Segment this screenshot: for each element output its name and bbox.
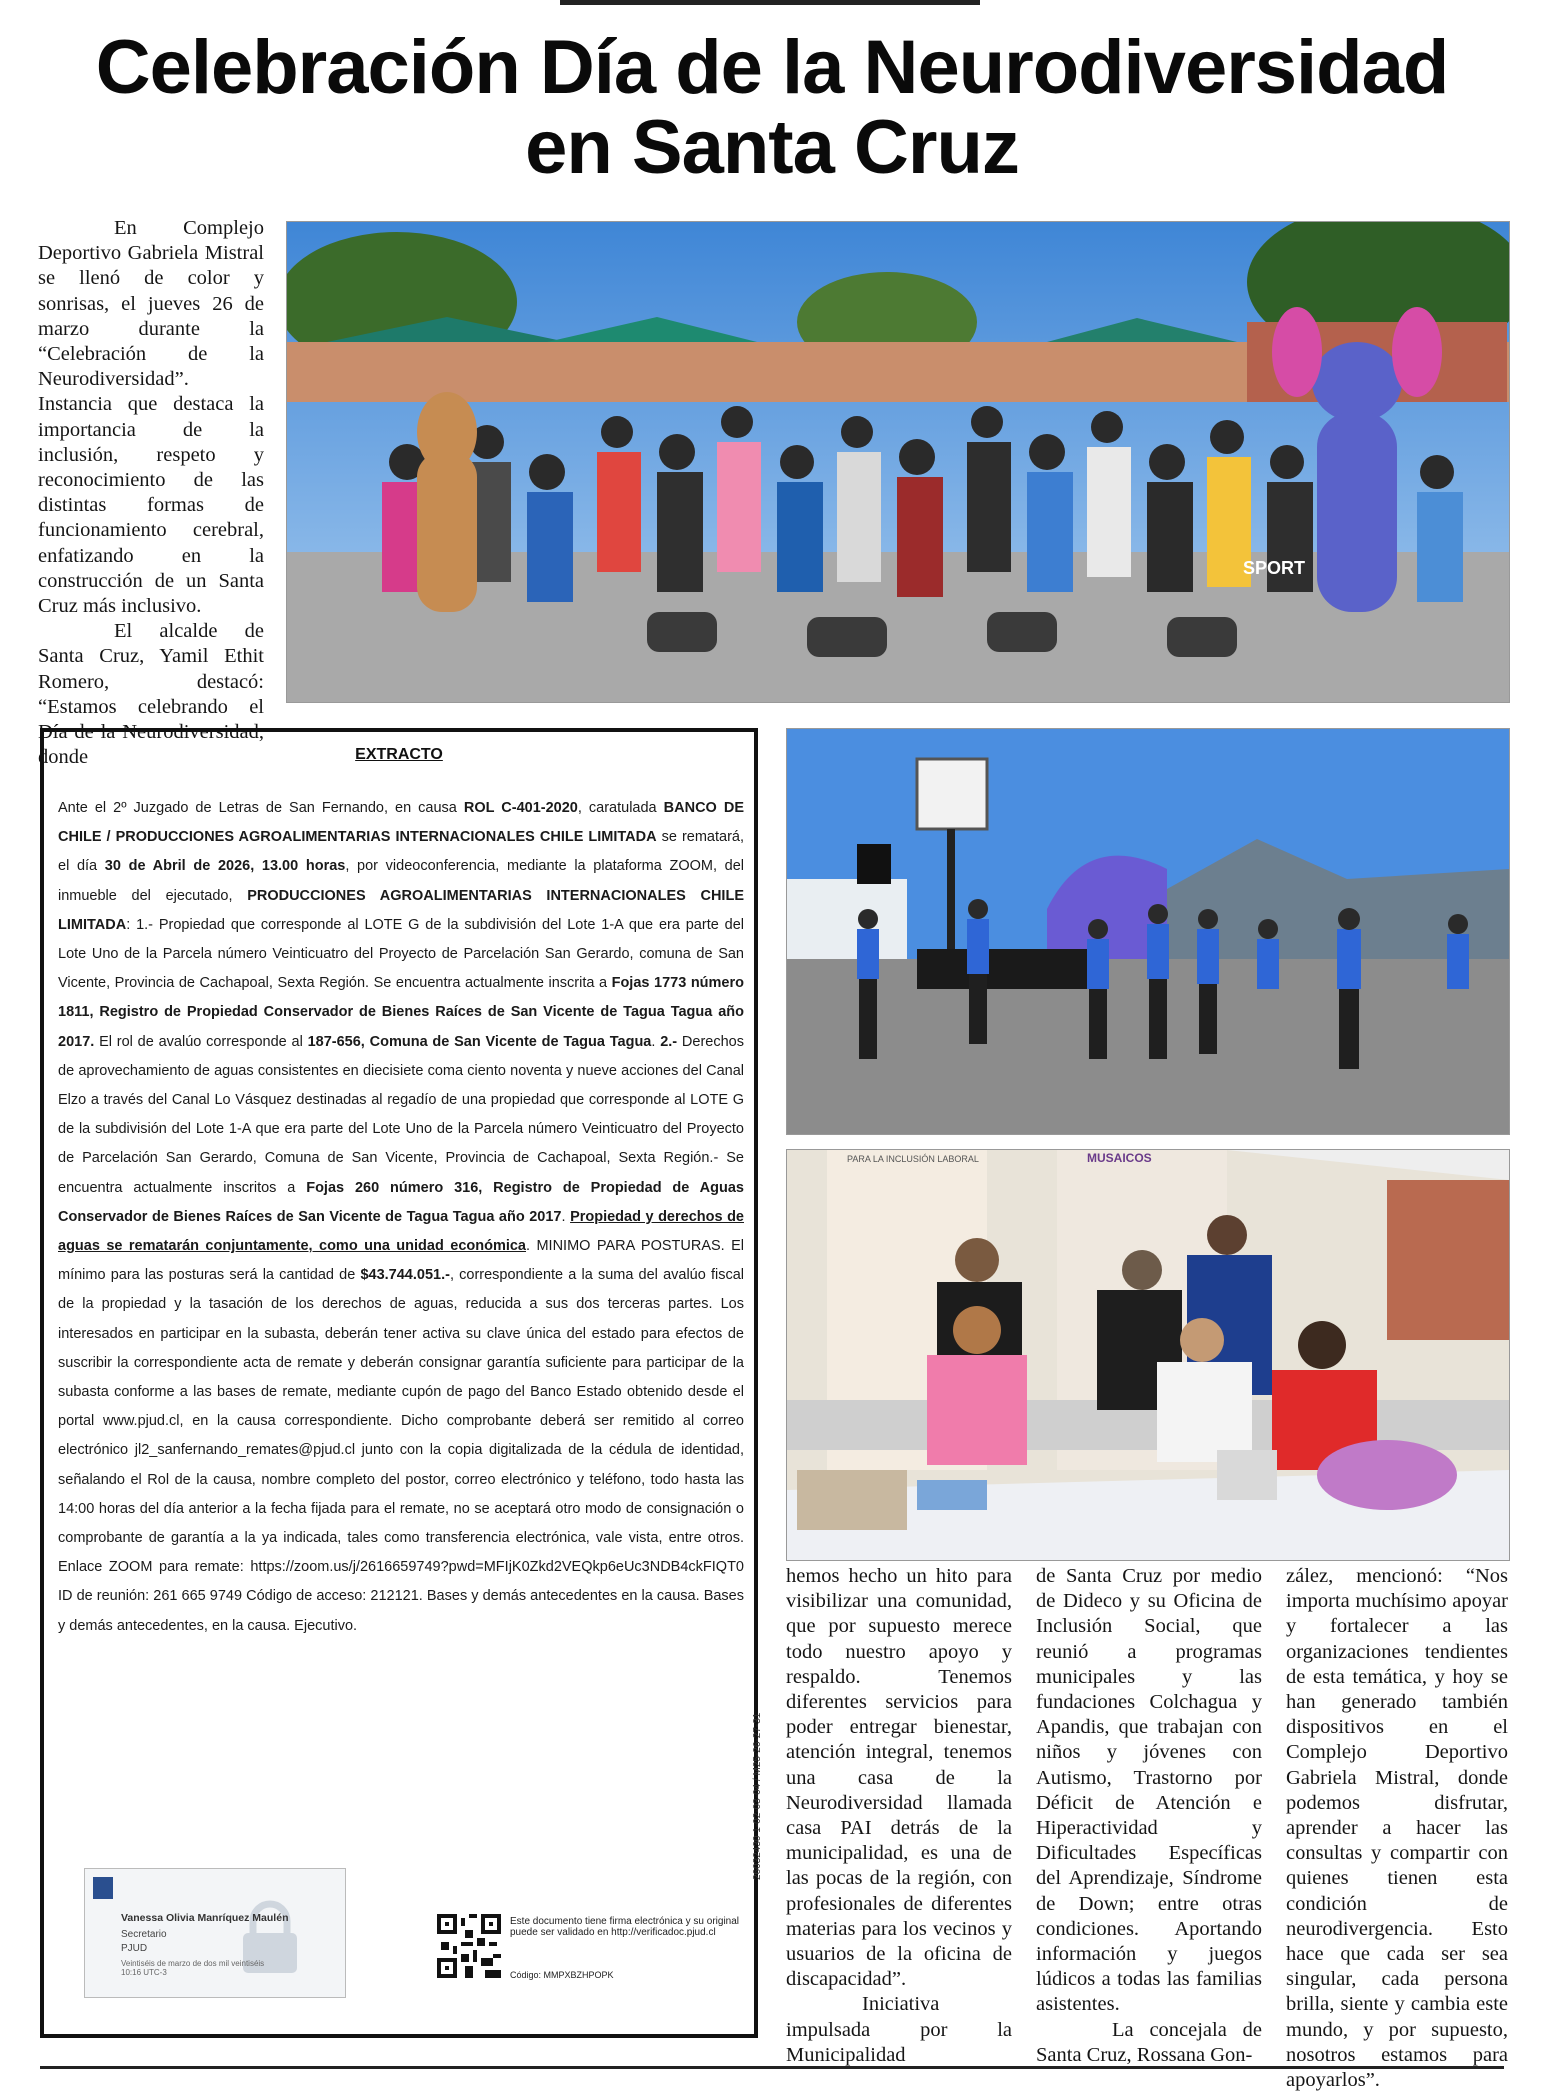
group-celebration-photo — [286, 221, 1510, 703]
notice-rol: 187-656, Comuna de San Vicente de Tagua Tagua — [307, 1033, 652, 1050]
intro-column — [38, 216, 264, 770]
notice-text: . — [561, 1208, 571, 1225]
article-column-2 — [1036, 1564, 1262, 2068]
notice-item-number: 2.- — [660, 1033, 678, 1050]
headline-line-1: Celebración Día de la Neurodiversidad — [95, 25, 1449, 110]
top-rule — [560, 0, 980, 5]
notice-minimum-bid: $43.744.051.- — [360, 1267, 450, 1284]
booth-photo — [786, 1149, 1510, 1561]
column-1-paragraph-2: Iniciativa impulsada por la Municipalidad — [786, 1993, 1012, 2066]
verification-text: Este documento tiene firma electrónica y su original puede ser validado en http://verificadoc.pjud.cl — [510, 1916, 740, 1938]
headline-line-2: en Santa Cruz — [525, 105, 1019, 190]
notice-text: Ante el 2º Juzgado de Letras de San Fernando, en causa — [58, 800, 464, 816]
signature-date: Veintiséis de marzo de dos mil veintiséis 10:16 UTC-3 — [121, 1959, 265, 1977]
notice-water-registry: Fojas 260 número 316, Registro de Propiedad de Aguas Conservador de Bienes Raíces de San Vicente de Tagua Tagua año 2017 — [58, 1179, 744, 1225]
notice-auction-date: 30 de Abril de 2026, 13.00 horas — [104, 858, 346, 875]
legal-notice-body — [58, 794, 744, 1641]
column-2-paragraph-1: de Santa Cruz por medio de Dideco y su Oficina de Inclusión Social, que reunió a programas municipales y las fundaciones Colchagua y Apandis, que trabajan con niños y jóvenes con Autismo, Trastorno por Déficit de Atención e Hiperactividad y Dificultades Específicas del Aprendizaje, Síndrome de Down; entre otras condiciones. Aportando información y juegos lúdicos a todas las familias asistentes. — [1036, 1565, 1262, 2016]
side-code — [748, 1650, 768, 1880]
judiciary-shield-icon — [93, 1877, 113, 1899]
notice-text: El rol de avalúo corresponde al — [94, 1033, 308, 1050]
side-code-text: 26032430 1-02-03-04 / M25-26-27-31 — [752, 1712, 763, 1880]
notice-parties: BANCO DE CHILE / PRODUCCIONES AGROALIMENTARIAS INTERNACIONALES CHILE LIMITADA — [58, 800, 744, 846]
signer-organization: PJUD — [121, 1943, 148, 1954]
column-3-paragraph-1: zález, mencionó: “Nos importa muchísimo apoyar y fortalecer a las organizaciones tendientes de esta temática, y hoy se han generado también dispositivos en el Complejo Deportivo Gabriela Mistral, donde podemos disfrutar, aprender a hacer las consultas y compartir con quienes tienen esta condición de neurodivergencia. Esto hace que cada ser sea singular, cada persona brilla, siente y cambia este mundo, y por supuesto, nosotros estamos para apoyarlos”. — [1286, 1565, 1508, 2092]
notice-debtor: PRODUCCIONES AGROALIMENTARIAS INTERNACIONALES CHILE LIMITADA — [58, 887, 744, 933]
shirt-text: SPORT — [1243, 558, 1306, 578]
booth-sign-right: MUSAICOS — [1087, 1151, 1152, 1165]
notice-text: Derechos de aprovechamiento de aguas consistentes en diecisiete coma ciento noventa y nueve acciones del Canal Elzo a través del Canal Lo Vásquez destinadas al regadío de una propiedad que corresponde al LOTE G de la subdivisión del Lote 1-A que era parte del Lote Uno de la Parcela número Veinticuatro del Proyecto de Parcelación San Gerardo, Comuna de San Vicente, Provincia de Cachapoal, Sexta Región.- Se encuentra actualmente inscritos a — [58, 1033, 744, 1196]
notice-text: , por videoconferencia, mediante la plataforma ZOOM, del inmueble del ejecutado, — [58, 858, 744, 904]
signer-name: Vanessa Olivia Manríquez Maulén — [121, 1912, 289, 1924]
article-column-3 — [1286, 1564, 1508, 2093]
notice-text: , caratulada — [577, 800, 664, 816]
dance-activity-photo — [786, 728, 1510, 1135]
notice-text: , correspondiente a la suma del avalúo fiscal de la propiedad y la tasación de los derechos de aguas, reducida a sus dos terceras partes. Los interesados en participar en la subasta, deberán tener activa su clave única del estado para efectos de suscribir la correspondiente acta de remate y deberán consignar garantía suficiente para participar de la subasta conforme a las bases de remate, mediante cupón de pago del Banco Estado obtenido desde el portal www.pjud.cl, en la causa correspondiente. Dicho comprobante deberá ser remitido al correo electrónico jl2_sanfernando_remates@pjud.cl junto con la copia digitalizada de la cédula de identidad, señalando el Rol de la causa, nombre completo del postor, correo electrónico y teléfono, todo hasta las 14:00 horas del día anterior a la fecha fijada para el remate, no se aceptará otro modo de consignación o comprobante de garantía a la ya indicada, tales como transferencia electrónica, vale vista, entre otros. Enlace ZOOM para remate: https://zoom.us/j/2616659749?pwd=MFIjK0Zkd2VEQkp6eUc3NDB4ckFIQT0 ID de reunión: 261 665 9749 Código de acceso: 212121. Bases y demás antecedentes en la causa. Bases y demás antecedentes, en la causa. Ejecutivo. — [58, 1267, 744, 1634]
column-2-paragraph-2: La concejala de Santa Cruz, Rossana Gon- — [1036, 2018, 1262, 2066]
notice-text: : 1.- Propiedad que corresponde al LOTE G de la subdivisión del Lote 1-A que era parte del Lote Uno de la Parcela número Veinticuatro del Proyecto de Parcelación San Gerardo, comuna de San Vicente, Provincia de Cachapoal, Sexta Región. Se encuentra actualmente inscrita a — [58, 916, 744, 992]
qr-code-icon — [437, 1914, 501, 1978]
bottom-rule — [40, 2066, 1504, 2069]
intro-paragraph-1: En Complejo Deportivo Gabriela Mistral se llenó de color y sonrisas, el jueves 26 de marzo durante la “Celebración de la Neurodiversidad”. Instancia que destaca la importancia de la inclusión, respeto y reconocimiento de las distintas formas de funcionamiento cerebral, enfatizando en la construcción de un Santa Cruz más inclusivo. — [38, 217, 264, 618]
verification-code: Código: MMPXBZHPOPK — [510, 1970, 614, 1980]
intro-paragraph-2: El alcalde de Santa Cruz, Yamil Ethit Romero, destacó: “Estamos celebrando el Día de la Neurodiversidad, donde — [38, 620, 264, 769]
signer-role: Secretario — [121, 1929, 167, 1940]
booth-sign-left: PARA LA INCLUSIÓN LABORAL — [847, 1154, 979, 1164]
notice-case-number: ROL C-401-2020 — [463, 800, 578, 816]
notice-registry: Fojas 1773 número 1811, Registro de Propiedad Conservador de Bienes Raíces de San Vicente de Tagua Tagua año 2017. — [58, 975, 744, 1050]
legal-notice-title: EXTRACTO — [355, 746, 443, 763]
notice-text: se rematará, el día — [58, 829, 745, 875]
notice-text: . — [651, 1033, 661, 1050]
electronic-signature-block — [84, 1868, 346, 1998]
legal-notice-box — [40, 728, 758, 2038]
notice-text: . MINIMO PARA POSTURAS. El mínimo para las posturas será la cantidad de — [58, 1238, 745, 1284]
dance-photo-illustration — [787, 729, 1509, 1134]
booth-photo-illustration — [787, 1150, 1509, 1560]
article-column-1 — [786, 1564, 1012, 2068]
column-1-paragraph-1: hemos hecho un hito para visibilizar una comunidad, que por supuesto merece todo nuestro apoyo y respaldo. Tenemos diferentes servicios para poder entregar bienestar, atención integral, tenemos una casa de la Neurodiversidad llamada casa PAI detrás de la municipalidad, es una de las pocas de la región, con profesionales de diferentes materias para los vecinos y usuarios de la oficina de discapacidad”. — [786, 1565, 1012, 1991]
headline — [40, 25, 1504, 190]
group-photo-illustration — [287, 222, 1509, 702]
notice-joint-auction: Propiedad y derechos de aguas se rematarán conjuntamente, como una unidad económica — [58, 1208, 744, 1255]
